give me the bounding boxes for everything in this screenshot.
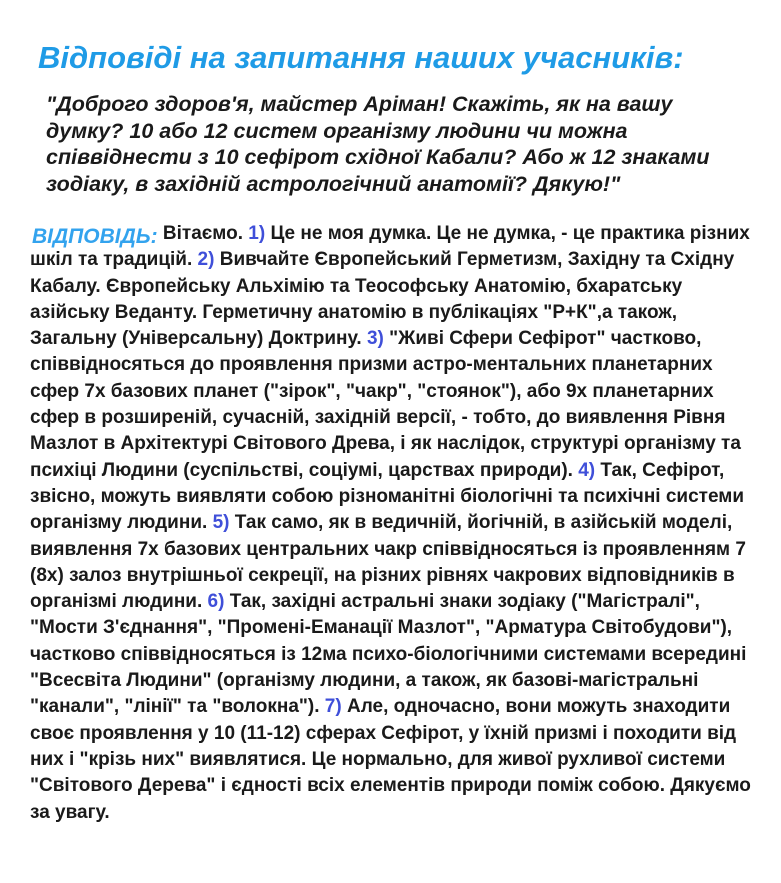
point-text: Це не моя думка. Це не думка, - це практика різних шкіл та традицій. <box>30 223 750 271</box>
point-number: 6) <box>207 591 225 613</box>
point-number: 2) <box>197 249 215 271</box>
point-text: Але, одночасно, вони можуть знаходити своє проявлення у 10 (11-12) сферах Сефірот, у їхній призмі і походити від них і "крізь них" виявлятися. Це нормально, для живої рухливої системи "Світового Дерева" і єдності всіх елементів природи поміж собою. Дякуємо за увагу. <box>30 696 751 823</box>
point-number: 3) <box>366 328 384 350</box>
point-text: Так само, як в ведичній, йогічній, в азійській моделі, виявлення 7х базових центральних чакр співвідносяться із проявленням 7 (8х) залоз внутрішньої секреції, на різних рівнях чакрових відповідників в організмі людини. <box>30 512 746 613</box>
point-text: "Живі Сфери Сефірот" частково, співвідносяться до проявлення призми астро-ментальних планетарних сфер 7х базових планет ("зірок", "чакр", "стоянок"), або 9х планетарних сфер в розширеній, сучасній, західній версії, - тобто, до виявлення Рівня Мазлот в Архітектурі Світового Древа, і як наслідок, структурі організму та психіці Людини (суспільстві, соціумі, царствах природи). <box>30 328 741 481</box>
point-text: Вивчайте Європейський Герметизм, Західну та Східну Кабалу. Європейську Альхімію та Теософську Анатомію, бхаратську азійську Веданту. Герметичну анатомію в публікаціях "Р+К",а також, Загальну (Універсальну) Доктрину. <box>30 249 735 350</box>
answer-intro: Вітаємо. <box>157 223 249 244</box>
point-number: 4) <box>578 459 596 481</box>
point-number: 7) <box>324 696 342 718</box>
answer-block <box>30 220 755 826</box>
point-number: 5) <box>212 512 230 534</box>
page-title: Відповіді на запитання наших учасників: <box>38 40 684 75</box>
question-quote: "Доброго здоров'я, майстер Аріман! Скажіть, як на вашу думку? 10 або 12 систем організму людини чи можна співвіднести з 10 сефірот східної Кабали? Або ж 12 знаками зодіаку, в західній астрологічний анатомії? Дякую!" <box>46 92 710 196</box>
point-text: Так, Сефірот, звісно, можуть виявляти собою різноманітні біологічні та психічні системи організму людини. <box>30 459 745 534</box>
point-text: Так, західні астральні знаки зодіаку ("Магістралі", "Мости З'єднання", "Промені-Еманації Мазлот", "Арматура Світобудови"), частково співвідносяться із 12ма психо-біологічними системами всередині "Всесвіта Людини" (організму людини, а також, як базові-магістральні "канали", "лінії" та "волокна"). <box>30 591 747 718</box>
answer-label: ВІДПОВІДЬ: <box>32 225 158 248</box>
point-number: 1) <box>248 223 266 244</box>
